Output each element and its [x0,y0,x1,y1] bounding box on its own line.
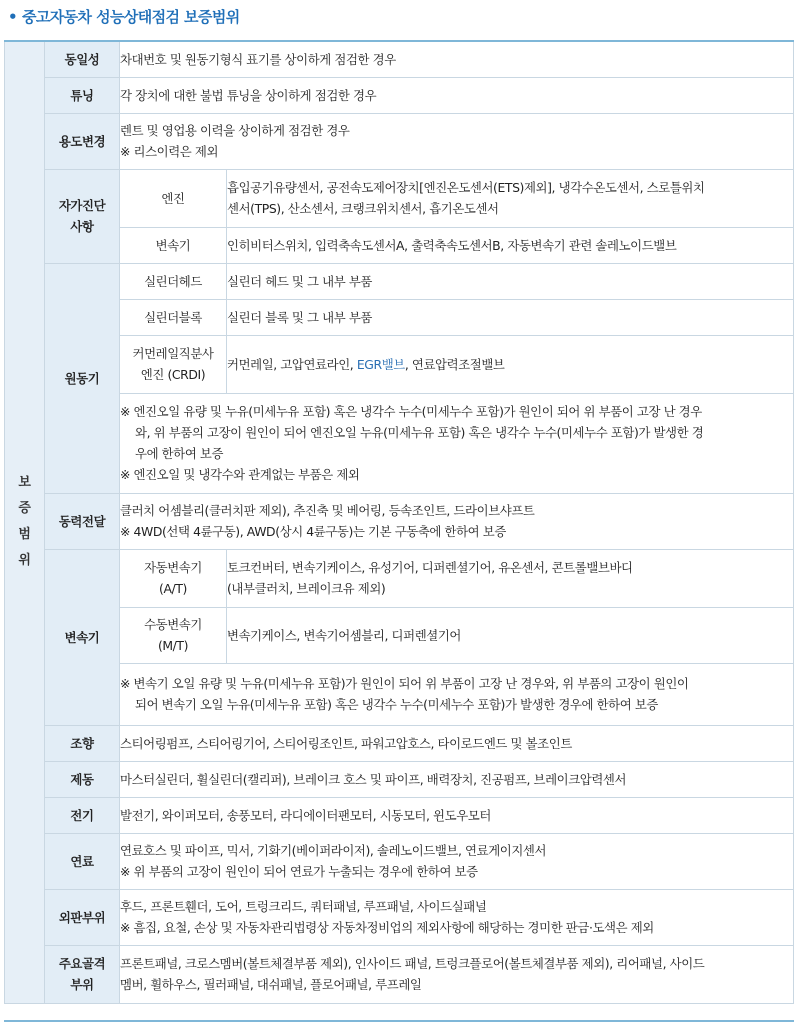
steering-desc: 스티어링펌프, 스티어링기어, 스티어링조인트, 파워고압호스, 타이로드엔드 및 볼조인트 [120,725,794,761]
desc-line: 흡입공기유량센서, 공전속도제어장치[엔진온도센서(ETS)제외], 냉각수온도센서, 스로틀위치 [227,180,705,195]
category-fuel: 연료 [45,833,120,889]
category-label-line: 사항 [70,219,94,234]
power-desc [120,493,794,549]
desc-line: 연료호스 및 파이프, 믹서, 기화기(베이퍼라이저), 솔레노이드밸브, 연료게이지센서 [120,843,547,858]
table-row [5,761,794,797]
desc-line: 프론트패널, 크로스멤버(볼트체결부품 제외), 인사이드 패널, 트렁크플로어(볼트체결부품 제외), 리어패널, 사이드 [120,956,705,971]
table-row [5,493,794,549]
desc-line: 후드, 프론트휀더, 도어, 트렁크리드, 쿼터패널, 루프패널, 사이드실패널 [120,899,487,914]
table-row [5,607,794,663]
automatic-desc [227,549,794,607]
category-gearbox: 변속기 [45,549,120,725]
note-line: ※ 엔진오일 유량 및 누유(미세누유 포함) 혹은 냉각수 누수(미세누수 포함)가 원인이 되어 위 부품이 고장 난 경우 [120,404,702,419]
table-row [5,335,794,393]
category-exterior: 외판부위 [45,889,120,945]
category-label-line: 부위 [70,977,94,992]
usage-desc [120,113,794,169]
sub-crdi [120,335,227,393]
desc-line: 토크컨버터, 변속기케이스, 유성기어, 디퍼렌셜기어, 유온센서, 콘트롤밸브바디 [227,560,633,575]
category-label-line: 자가진단 [58,198,106,213]
diag-trans-desc: 인히비터스위치, 입력축속도센서A, 출력축속도센서B, 자동변속기 관련 솔레노이드밸브 [227,227,794,263]
table-row [5,889,794,945]
sub-label-line: 수동변속기 [144,617,202,632]
frame-desc [120,945,794,1003]
table-row [5,113,794,169]
identity-desc: 차대번호 및 원동기형식 표기를 상이하게 점검한 경우 [120,41,794,77]
table-row [5,663,794,725]
desc-line: ※ 위 부품의 고장이 원인이 되어 연료가 누출되는 경우에 한하여 보증 [120,864,478,879]
category-steering: 조향 [45,725,120,761]
sub-manual [120,607,227,663]
warranty-table [4,40,794,1004]
sub-label-line: 자동변속기 [144,560,202,575]
table-row [5,945,794,1003]
sub-cylinder-block: 실린더블록 [120,299,227,335]
table-row [5,833,794,889]
crdi-desc [227,335,794,393]
usage-note: ※ 리스이력은 제외 [120,144,219,159]
category-identity: 동일성 [45,41,120,77]
tuning-desc: 각 장치에 대한 불법 튜닝을 상이하게 점검한 경우 [120,77,794,113]
side-char: 위 [18,553,31,569]
warranty-scope-label [5,41,45,1003]
category-usage: 용도변경 [45,113,120,169]
desc-line: (내부클러치, 브레이크유 제외) [227,581,386,596]
table-row [5,549,794,607]
desc-line: 클러치 어셈블리(클러치판 제외), 추진축 및 베어링, 등속조인트, 드라이브샤프트 [120,503,535,518]
note-line: 되어 변속기 오일 누유(미세누유 포함) 혹은 냉각수 누수(미세누수 포함)가 발생한 경우에 한하여 보증 [135,697,658,712]
desc-line: 센서(TPS), 산소센서, 크랭크위치센서, 흡기온도센서 [227,201,499,216]
title-bullet: • [8,8,17,26]
exterior-desc [120,889,794,945]
cylinder-head-desc: 실린더 헤드 및 그 내부 부품 [227,263,794,299]
sub-label-line: (M/T) [157,638,189,653]
side-char: 증 [18,501,31,517]
title-text: 중고자동차 성능상태점검 보증범위 [22,8,240,26]
cylinder-block-desc: 실린더 블록 및 그 내부 부품 [227,299,794,335]
category-frame [45,945,120,1003]
table-row [5,299,794,335]
table-row [5,797,794,833]
sub-automatic [120,549,227,607]
fuel-desc [120,833,794,889]
sub-label-line: 엔진 (CRDI) [140,367,206,382]
usage-line: 렌트 및 영업용 이력을 상이하게 점검한 경우 [120,123,350,138]
brake-desc: 마스터실린더, 휠실린더(캘리퍼), 브레이크 호스 및 파이프, 배력장치, 진공펌프, 브레이크압력센서 [120,761,794,797]
category-electric: 전기 [45,797,120,833]
category-motor: 원동기 [45,263,120,493]
category-label-line: 주요골격 [58,956,106,971]
table-row [5,725,794,761]
note-line: 우에 한하여 보증 [135,446,224,461]
category-tuning: 튜닝 [45,77,120,113]
desc-line: ※ 흠집, 요철, 손상 및 자동차관리법령상 자동차정비업의 제외사항에 해당하는 경미한 판금·도색은 제외 [120,920,654,935]
bottom-rule [4,1020,794,1022]
desc-line: 멤버, 휠하우스, 필러패널, 대쉬패널, 플로어패널, 루프레일 [120,977,422,992]
table-row [5,393,794,493]
side-char: 보 [18,475,31,491]
gearbox-notes [120,663,794,725]
diag-engine-desc [227,169,794,227]
note-line: ※ 변속기 오일 유량 및 누유(미세누유 포함)가 원인이 되어 위 부품이 고장 난 경우와, 위 부품의 고장이 원인이 [120,676,689,691]
table-row [5,77,794,113]
category-power-transmission: 동력전달 [45,493,120,549]
sub-label-line: (A/T) [159,581,187,596]
sub-label-line: 커먼레일직분사 [132,346,214,361]
note-line: ※ 엔진오일 및 냉각수와 관계없는 부품은 제외 [120,467,360,482]
crdi-desc-egr: EGR밸브 [356,356,405,372]
page-title [8,6,240,28]
note-line: 와, 위 부품의 고장이 원인이 되어 엔진오일 누유(미세누유 포함) 혹은 냉각수 누수(미세누수 포함)가 발생한 경 [135,425,704,440]
table-row [5,169,794,227]
table-row [5,263,794,299]
sub-cylinder-head: 실린더헤드 [120,263,227,299]
side-char: 범 [18,527,31,543]
category-self-diagnosis [45,169,120,263]
motor-notes [120,393,794,493]
table-row [5,227,794,263]
table-row [5,41,794,77]
sub-engine: 엔진 [120,169,227,227]
sub-transmission: 변속기 [120,227,227,263]
desc-line: ※ 4WD(선택 4륜구동), AWD(상시 4륜구동)는 기본 구동축에 한하여 보증 [120,524,506,539]
manual-desc: 변속기케이스, 변속기어셈블리, 디퍼렌셜기어 [227,607,794,663]
electric-desc: 발전기, 와이퍼모터, 송풍모터, 라디에이터팬모터, 시동모터, 윈도우모터 [120,797,794,833]
category-brake: 제동 [45,761,120,797]
crdi-desc-text: , 연료압력조절밸브 [404,356,505,372]
crdi-desc-text: 커먼레일, 고압연료라인, [227,356,357,372]
